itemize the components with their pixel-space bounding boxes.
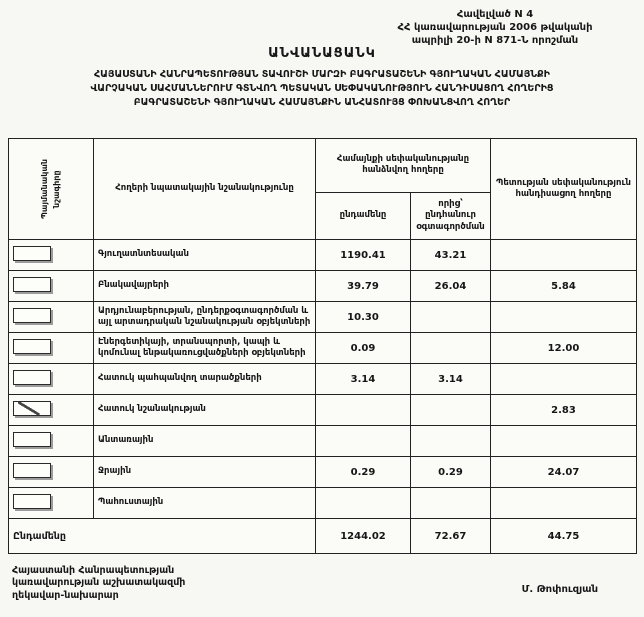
table-row [9,395,637,426]
table-header [9,139,637,240]
community-total-cell [316,395,411,426]
header-row-top [9,139,637,193]
conventional-mark-label: Պայմանական նշագիրը [40,159,61,219]
state-owned-cell: 12.00 [491,333,637,364]
legend-box-icon [13,339,51,354]
table-row [9,426,637,457]
total-row [9,519,637,554]
table-row [9,457,637,488]
common-use-cell: 26.04 [411,271,491,302]
legend-cell [9,364,94,395]
table-footer [9,519,637,554]
header-state-owned: Պետության սեփականություն հանդիսացող հողերը [491,139,637,240]
header-conventional-mark [9,139,94,240]
legend-box-icon [13,370,51,385]
state-owned-cell: 5.84 [491,271,637,302]
header-common-use: որից՝ ընդհանուր օգտագործման [411,192,491,239]
land-category-label: Արդյունաբերության, ընդերքօգտագործման և այլ արտադրական նշանակության օբյեկտների [94,302,316,333]
common-use-cell [411,395,491,426]
table-row [9,302,637,333]
legend-cell [9,271,94,302]
signature-org-line: ղեկավար-նախարար [12,590,119,602]
annex-note-line: ՀՀ կառավարության 2006 թվականի [397,22,593,33]
annex-note-line: ապրիլի 20-ի N 871-Ն որոշման [411,35,579,46]
common-use-cell: 3.14 [411,364,491,395]
legend-box-icon [13,463,51,478]
state-owned-cell [491,302,637,333]
rotated-header-wrap [13,141,89,237]
legend-cell [9,302,94,333]
header-total: ընդամենը [316,192,411,239]
community-total-cell: 0.29 [316,457,411,488]
total-common-use-value: 72.67 [411,519,491,554]
legend-cell [9,457,94,488]
common-use-cell: 0.29 [411,457,491,488]
legend-box-icon [13,494,51,509]
state-owned-cell: 2.83 [491,395,637,426]
signature-org-line: կառավարության աշխատակազմի [12,577,186,589]
common-use-cell: 43.21 [411,240,491,271]
community-total-cell: 10.30 [316,302,411,333]
total-community-value: 1244.02 [316,519,411,554]
common-use-cell [411,302,491,333]
annex-note-line: Հավելված N 4 [456,9,534,20]
subtitle-line: ԲԱԳՐԱՏԱՇԵՆԻ ԳՅՈՒՂԱԿԱՆ ՀԱՄԱՅՆՔԻՆ ԱՆՀԱՏՈՒՅՑ ՓՈԽԱՆՑՎՈՂ ՀՈՂԵՐ [133,96,511,108]
signature-org-line: Հայաստանի Հանրապետության [12,564,175,576]
total-label: Ընդամենը [9,519,316,554]
community-total-cell: 1190.41 [316,240,411,271]
table-row [9,333,637,364]
legend-box-icon [13,432,51,447]
subtitle-line: ՀԱՅԱՍՏԱՆԻ ՀԱՆՐԱՊԵՏՈՒԹՅԱՆ ՏԱՎՈՒՇԻ ՄԱՐԶԻ ԲԱԳՐԱՏԱՇԵՆԻ ԳՅՈՒՂԱԿԱՆ ՀԱՄԱՅՆՔԻ [93,69,551,80]
legend-cell [9,426,94,457]
legend-box-icon [13,277,51,292]
table-row [9,271,637,302]
land-category-label: Ջրային [94,457,316,488]
common-use-cell [411,488,491,519]
document-subtitle [0,68,644,109]
land-category-label: Էներգետիկայի, տրանսպորտի, կապի և կոմունալ ենթակառուցվածքների օբյեկտների [94,333,316,364]
community-total-cell [316,488,411,519]
community-total-cell: 39.79 [316,271,411,302]
state-owned-cell [491,364,637,395]
community-total-cell: 3.14 [316,364,411,395]
header-community-group: Համայնքի սեփականությանը հանձնվող հողերը [316,139,491,193]
state-owned-cell: 24.07 [491,457,637,488]
land-category-label: Անտառային [94,426,316,457]
signer-name: Մ. Թոփուզյան [521,584,598,595]
table-body [9,240,637,519]
land-category-label: Հատուկ պահպանվող տարածքների [94,364,316,395]
legend-cell [9,333,94,364]
legend-cell [9,240,94,271]
common-use-cell [411,426,491,457]
land-category-label: Հատուկ նշանակության [94,395,316,426]
legend-box-icon [13,308,51,323]
community-total-cell [316,426,411,457]
land-category-label: Գյուղատնտեսական [94,240,316,271]
subtitle-line: ՎԱՐՉԱԿԱՆ ՍԱՀՄԱՆՆԵՐՈՒՄ ԳՏՆՎՈՂ ՊԵՏԱԿԱՆ ՍԵՓԱԿԱՆՈՒԹՅՈՒՆ ՀԱՆԴԻՍԱՑՈՂ ՀՈՂԵՐԻՑ [90,82,554,94]
land-category-label: Պահուստային [94,488,316,519]
table-row [9,364,637,395]
legend-cell [9,395,94,426]
community-total-cell: 0.09 [316,333,411,364]
common-use-cell [411,333,491,364]
land-category-label: Բնակավայրերի [94,271,316,302]
state-owned-cell [491,240,637,271]
legend-cell [9,488,94,519]
page-title: ԱՆՎԱՆԱՑԱՆԿ [268,46,376,61]
table-row [9,488,637,519]
total-state-owned-value: 44.75 [491,519,637,554]
table-row [9,240,637,271]
state-owned-cell [491,426,637,457]
annex-note [352,8,638,47]
land-transfer-table [8,138,637,554]
header-land-purpose: Հողերի նպատակային նշանակությունը [94,139,316,240]
legend-box-icon [13,401,51,416]
state-owned-cell [491,488,637,519]
signature-org-block [12,565,185,603]
legend-box-icon [13,246,51,261]
